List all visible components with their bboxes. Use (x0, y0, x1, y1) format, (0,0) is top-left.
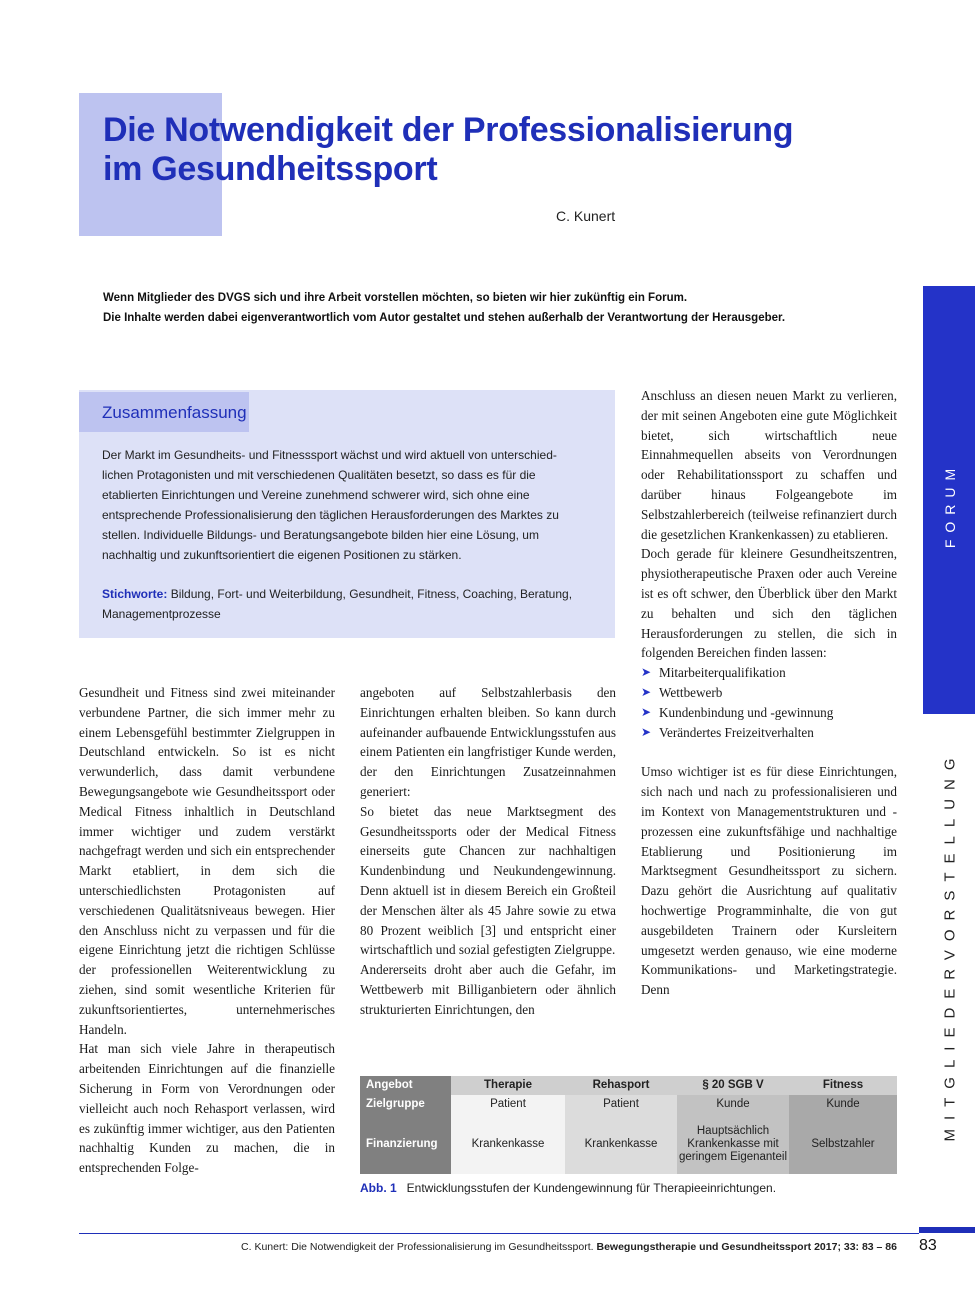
list-item (641, 663, 897, 683)
footer-rule (79, 1233, 919, 1234)
zielgruppe-cell: Patient (565, 1095, 677, 1114)
summary-line: nachhaltig und zukunftsorientiert die eigenen Positionen zu stärken. (102, 548, 462, 562)
citation-text: C. Kunert: Die Notwendigkeit der Professionalisierung im Gesundheitssport. (241, 1241, 594, 1253)
zielgruppe-cell: Patient (451, 1095, 565, 1114)
keywords-label: Stichworte: (102, 587, 168, 601)
intro-line-2: Die Inhalte werden dabei eigenverantwortlich vom Autor gestaltet und stehen außerhalb der Verantwortung der Herausgeber. (103, 312, 786, 324)
footer-citation (150, 1241, 897, 1253)
zielgruppe-cell: Kunde (677, 1095, 789, 1114)
intro-line-1: Wenn Mitglieder des DVGS sich und ihre Arbeit vorstellen möchten, so bieten wir hier zukünftig ein Forum. (103, 292, 688, 304)
list-item-text: Verändertes Freizeitverhalten (659, 724, 814, 740)
paragraph: Andererseits droht aber auch die Gefahr, im Wettbewerb mit Billiganbietern oder ähnlich strukturierten Einrichtungen, den (360, 962, 616, 1017)
finanzierung-cell: Krankenkasse (451, 1114, 565, 1174)
summary-line: stellen. Individuelle Bildungs- und Beratungsangebote bilden hier eine Lösung, um (102, 528, 539, 542)
row-label-finanzierung: Finanzierung (360, 1114, 451, 1174)
body-column-3 (641, 386, 897, 1000)
paragraph: Hat man sich viele Jahre in therapeutisch arbeitenden Einrichtungen auf die finanzielle Sicherung in Form von Verordnungen oder vielleicht auch noch Rehasport verlassen, wird es zukünftig immer wichtiger, aus den Patienten nachhaltig Kunden zu machen, die in entsprechenden Folge- (79, 1041, 335, 1176)
paragraph: Gesundheit und Fitness sind zwei miteinander verbundene Partner, die sich immer mehr zu einem Lebensgefühl bestimmter Zielgruppen in Deutschland entwickeln. So ist es nicht verwunderlich, dass damit verbundene Bewegungsangebote wie Gesundheitssport oder Medical Fitness inhaltlich in Deutschland immer wichtiger und zudem verstärkt nachgefragt werden und sich ein entsprechender Markt etabliert, in dem sich die unterschiedlichsten Protagonisten auf verschiedenen Qualitätsniveaus bewegen. Hier den Anschluss nicht zu verpassen und für die eigene Einrichtung jetzt die richtigen Schlüsse der professionellen Weiterentwicklung zu ziehen, sind somit wesentliche Kriterien für zukunftsorientiertes, unternehmerisches Handeln. (79, 685, 335, 1037)
body-column-2 (360, 683, 616, 1020)
article-title (103, 111, 883, 189)
challenge-list (641, 663, 897, 742)
paragraph: angeboten auf Selbstzahlerbasis den Einrichtungen erhalten bleiben. So kann durch aufeinander aufbauende Entwicklungsstufen aus einem Patienten ein langfristiger Kunde werden, der den Einrichtungen Zusatzeinnahmen generiert: (360, 685, 616, 799)
body-column-1 (79, 683, 335, 1178)
keywords (102, 584, 597, 624)
paragraph: Umso wichtiger ist es für diese Einrichtungen, sich nach und nach zu professionalisieren und im Kontext von Managementstrukturen und -prozessen eine zukunftsfähige und nachhaltige Etablierung und Positionierung im Marktsegment Gesundheitssport zu sichern. Dazu gehört die Ausrichtung auf qualitativ hochwertige Programminhalte, die von gut ausgebildeten Trainern oder Kursleitern umgesetzt werden genauso, wie eine moderne Kommunikations- und Marketingstrategie. Denn (641, 764, 897, 998)
angebot-cell: Rehasport (565, 1076, 677, 1095)
intro-note (103, 288, 893, 328)
summary-line: entsprechende Professionalisierung den täglichen Herausforderungen des Marktes zu (102, 508, 559, 522)
list-item-text: Kundenbindung und -gewinnung (659, 704, 834, 720)
list-item (641, 683, 897, 703)
list-item (641, 703, 897, 723)
row-label-angebot: Angebot (360, 1076, 451, 1095)
title-line-2: im Gesundheitssport (103, 150, 438, 188)
spacer (641, 742, 897, 762)
angebot-cell: § 20 SGB V (677, 1076, 789, 1095)
arrow-bullet-icon: ➤ (641, 665, 652, 680)
side-label-forum (935, 430, 965, 580)
arrow-bullet-icon: ➤ (641, 684, 652, 699)
paragraph: Doch gerade für kleinere Gesundheitszentren, physiotherapeutische Praxen oder auch Vereine ist es oft schwer, den Überblick über den Markt zu behalten und sich den täglichen Herausforderungen zu stellen, die sich in folgenden Bereichen finden lassen: (641, 546, 897, 661)
summary-line: lichen Protagonisten und mit verschiedenen Qualitäten besetzt, so dass es für die (102, 468, 536, 482)
arrow-bullet-icon: ➤ (641, 704, 652, 719)
figure-caption (360, 1181, 900, 1195)
figure-table (360, 1076, 897, 1174)
citation-journal: Bewegungstherapie und Gesundheitssport 2017; 33: 83 – 86 (596, 1241, 897, 1253)
author: C. Kunert (556, 208, 616, 224)
arrow-bullet-icon: ➤ (641, 724, 652, 739)
zielgruppe-cell: Kunde (789, 1095, 897, 1114)
angebot-cell: Fitness (789, 1076, 897, 1095)
finanzierung-cell: Krankenkasse (565, 1114, 677, 1174)
side-label-section (910, 740, 975, 1150)
list-item-text: Mitarbeiterqualifikation (659, 665, 786, 681)
title-line-1: Die Notwendigkeit der Professionalisierung (103, 111, 794, 149)
summary-line: Der Markt im Gesundheits- und Fitnesssport wächst und wird aktuell von unterschied- (102, 448, 557, 462)
paragraph: So bietet das neue Marktsegment des Gesundheitssports oder der Medical Fitness einerseits gute Chancen zur nachhaltigen Kundenbindung und Neukundengewinnung. Denn aktuell ist in diesem Bereich ein Großteil der Menschen älter als 45 Jahre sowie zu etwa 80 Prozent weiblich [3] und entspricht einer wirtschaftlich und sozial gefestigten Zielgruppe. (360, 803, 616, 958)
section-label: MITGLIEDERVORSTELLUNG (941, 748, 959, 1142)
summary-heading: Zusammenfassung (102, 403, 247, 422)
summary-text (102, 445, 597, 565)
forum-label: FORUM (942, 461, 959, 549)
paragraph: Anschluss an diesen neuen Markt zu verlieren, der mit seinen Angeboten eine gute Möglichkeit bietet, sich wirtschaftlich neue Einnahmequellen abseits von Verordnungen oder Rehabilitationssport zu schaffen und darüber hinaus Folgeangebote im Selbstzahlerbereich (teilweise refinanziert durch die gesetzlichen Krankenkassen) zu etablieren. (641, 388, 897, 542)
summary-line: etablierten Einrichtungen und Vereine zunehmend schwerer wird, sich ohne eine (102, 488, 530, 502)
figure-caption-text: Entwicklungsstufen der Kundengewinnung für Therapieeinrichtungen. (406, 1181, 777, 1195)
row-label-zielgruppe: Zielgruppe (360, 1095, 451, 1114)
footer-accent-bar (919, 1227, 975, 1233)
figure-caption-label: Abb. 1 (360, 1181, 397, 1195)
page-number: 83 (919, 1237, 937, 1254)
finanzierung-cell: Selbstzahler (789, 1114, 897, 1174)
list-item (641, 723, 897, 743)
figure-development-stages (360, 1076, 897, 1174)
angebot-cell: Therapie (451, 1076, 565, 1095)
keywords-list: Bildung, Fort- und Weiterbildung, Gesundheit, Fitness, Coaching, Beratung, Managementprozesse (102, 587, 573, 621)
finanzierung-cell: Hauptsächlich Krankenkasse mit geringem Eigenanteil (677, 1114, 789, 1174)
list-item-text: Wettbewerb (659, 684, 723, 700)
